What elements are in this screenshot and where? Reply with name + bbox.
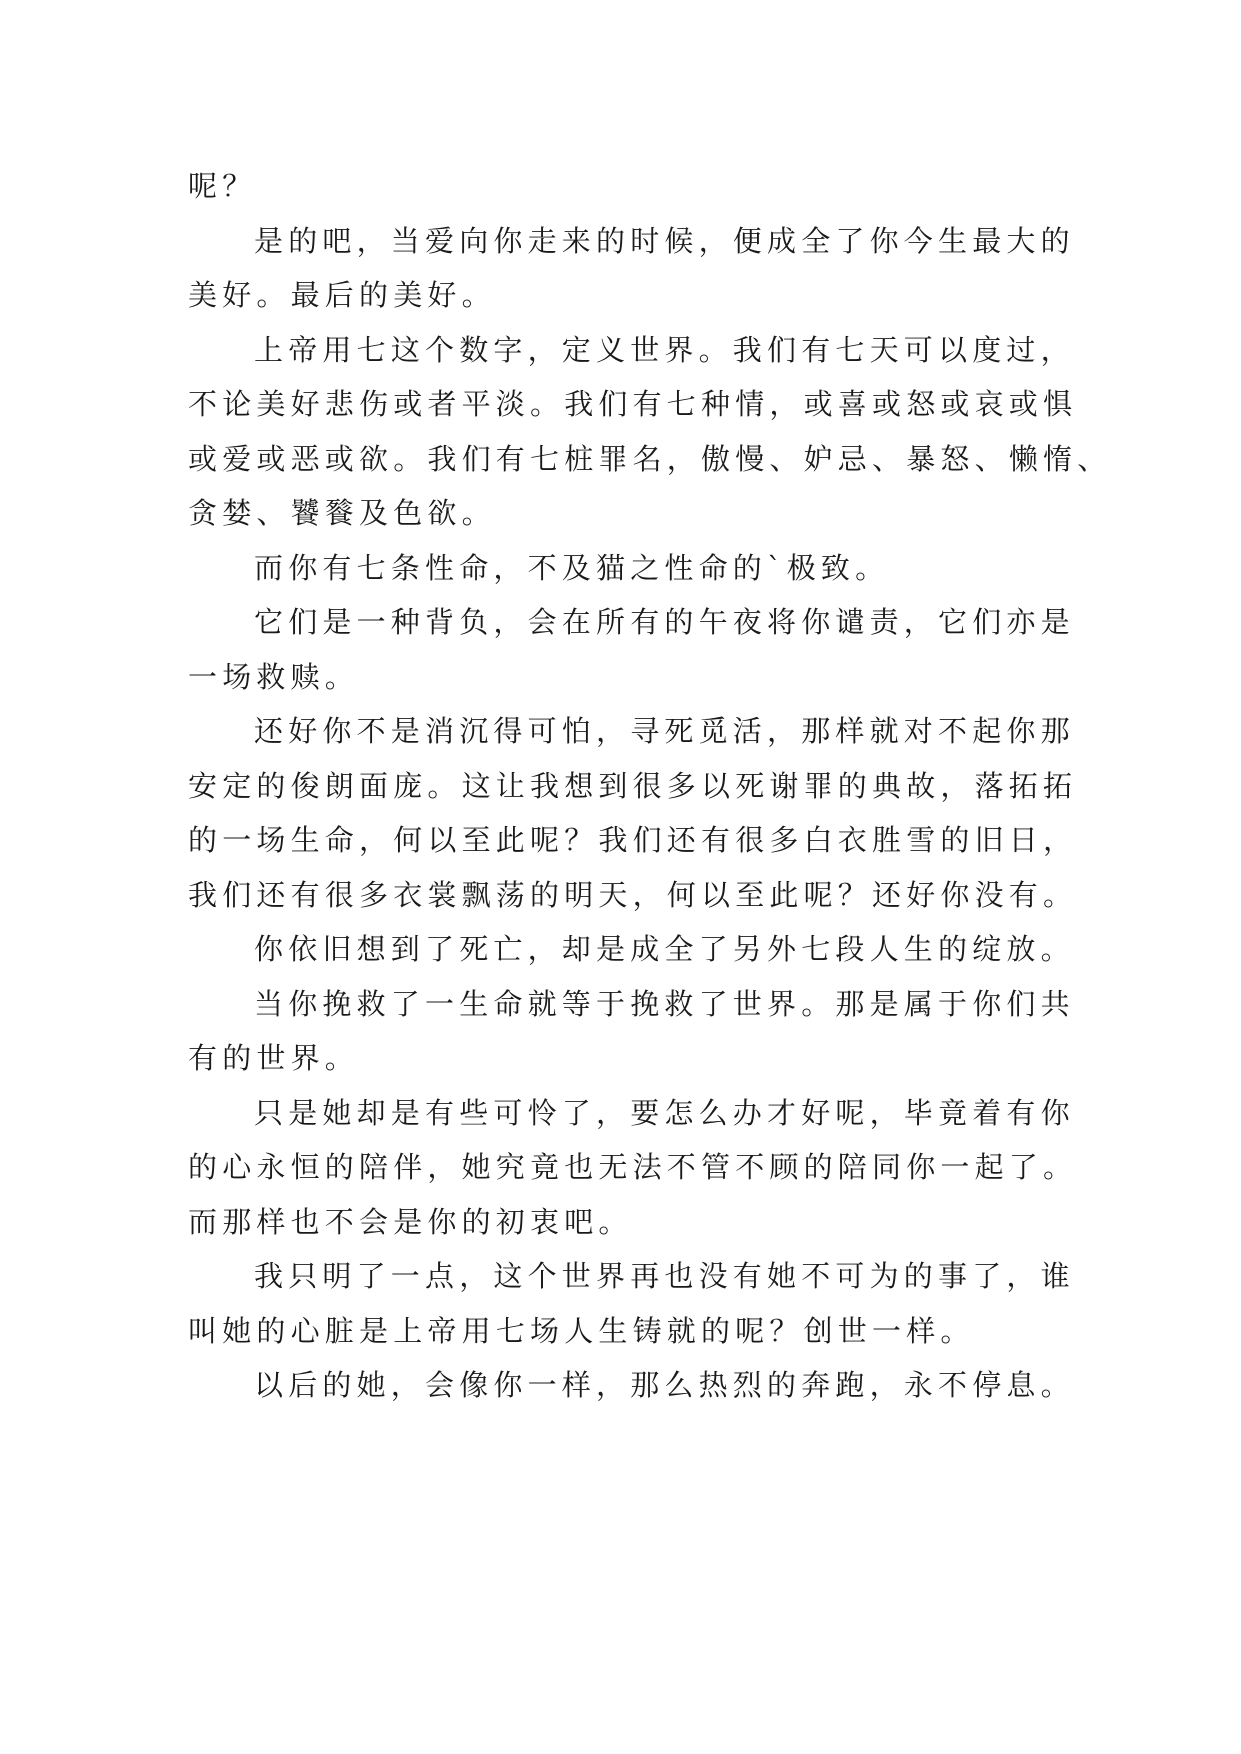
text-line: 还好你不是消沉得可怕，寻死觅活，那样就对不起你那: [254, 714, 1075, 748]
text-line: 安定的俊朗面庞。这让我想到很多以死谢罪的典故，落拓拓: [188, 768, 1078, 803]
text-line: 我只明了一点，这个世界再也没有她不可为的事了，谁: [254, 1259, 1075, 1293]
text-line: 而你有七条性命，不及猫之性命的`极致。: [254, 550, 890, 585]
text-line: 贪婪、饕餮及色欲。: [188, 496, 496, 530]
text-line: 是的吧，当爱向你走来的时候，便成全了你今生最大的: [254, 223, 1075, 258]
text-line: 呢？: [188, 169, 257, 203]
text-line: 我们还有很多衣裳飘荡的明天，何以至此呢？还好你没有。: [188, 877, 1078, 912]
article-body: [188, 159, 1112, 1413]
text-line: 有的世界。: [188, 1041, 360, 1075]
text-line: 一场救赎。: [188, 659, 360, 694]
text-line: 以后的她，会像你一样，那么热烈的奔跑，永不停息。: [254, 1368, 1075, 1402]
text-line: 当你挽救了一生命就等于挽救了世界。那是属于你们共: [254, 986, 1075, 1021]
text-line: 的心永恒的陪伴，她究竟也无法不管不顾的陪同你一起了。: [188, 1150, 1078, 1184]
text-line: 的一场生命，何以至此呢？我们还有很多白衣胜雪的旧日，: [188, 823, 1078, 857]
text-line: 或爱或恶或欲。我们有七桩罪名，傲慢、妒忌、暴怒、懒惰、: [188, 441, 1112, 476]
text-line: 它们是一种背负，会在所有的午夜将你谴责，它们亦是: [254, 605, 1075, 639]
text-line: 不论美好悲伤或者平淡。我们有七种情，或喜或怒或哀或惧: [188, 387, 1078, 421]
text-line: 上帝用七这个数字，定义世界。我们有七天可以度过，: [254, 332, 1075, 367]
text-line: 美好。最后的美好。: [188, 278, 496, 312]
text-line: 叫她的心脏是上帝用七场人生铸就的呢？创世一样。: [188, 1313, 975, 1348]
text-line: 而那样也不会是你的初衷吧。: [188, 1204, 633, 1239]
text-line: 只是她却是有些可怜了，要怎么办才好呢，毕竟着有你: [254, 1095, 1075, 1130]
text-line: 你依旧想到了死亡，却是成全了另外七段人生的绽放。: [254, 932, 1075, 966]
